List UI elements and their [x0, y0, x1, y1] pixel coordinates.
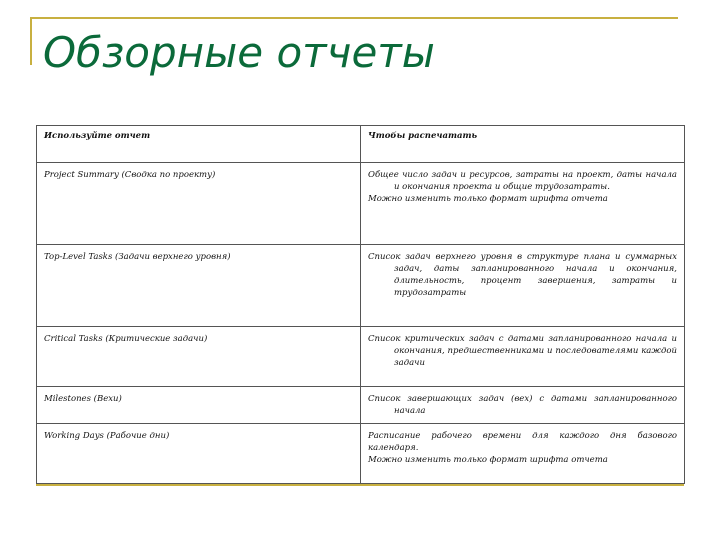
column-header-print: Чтобы распечатать	[361, 126, 685, 163]
description-line: Общее число задач и ресурсов, затраты на проект, даты начала и окончания проекта и общие трудозатраты.	[368, 170, 677, 192]
table-row	[37, 327, 685, 387]
report-name: Critical Tasks (Критические задачи)	[37, 327, 361, 387]
report-description	[361, 327, 685, 387]
description-line: Список критических задач с датами запланированного начала и окончания, предшественниками и последователями каждой задачи	[368, 334, 677, 368]
report-name: Milestones (Вехи)	[37, 387, 361, 424]
table-row	[37, 245, 685, 327]
decorative-left-line	[30, 17, 32, 65]
column-header-report: Используйте отчет	[37, 126, 361, 163]
table-row	[37, 163, 685, 245]
table-header-row	[37, 126, 685, 163]
report-name: Working Days (Рабочие дни)	[37, 424, 361, 484]
table-row	[37, 424, 685, 484]
report-name: Top-Level Tasks (Задачи верхнего уровня)	[37, 245, 361, 327]
report-description	[361, 387, 685, 424]
slide-title: Обзорные отчеты	[43, 28, 435, 77]
report-description	[361, 245, 685, 327]
decorative-bottom-line	[36, 484, 684, 486]
decorative-top-line	[30, 17, 678, 19]
description-line: Список задач верхнего уровня в структуре плана и суммарных задач, даты запланированного начала и окончания, длительность, процент завершения, затраты и трудозатраты	[368, 252, 677, 298]
description-line: Можно изменить только формат шрифта отчета	[368, 194, 608, 204]
description-line: Расписание рабочего времени для каждого дня базового календаря.	[368, 431, 677, 453]
description-line: Список завершающих задач (вех) с датами запланированного начала	[368, 394, 677, 416]
report-name: Project Summary (Сводка по проекту)	[37, 163, 361, 245]
report-description	[361, 163, 685, 245]
table-row	[37, 387, 685, 424]
description-line: Можно изменить только формат шрифта отчета	[368, 455, 608, 465]
report-description	[361, 424, 685, 484]
reports-table	[36, 125, 685, 484]
